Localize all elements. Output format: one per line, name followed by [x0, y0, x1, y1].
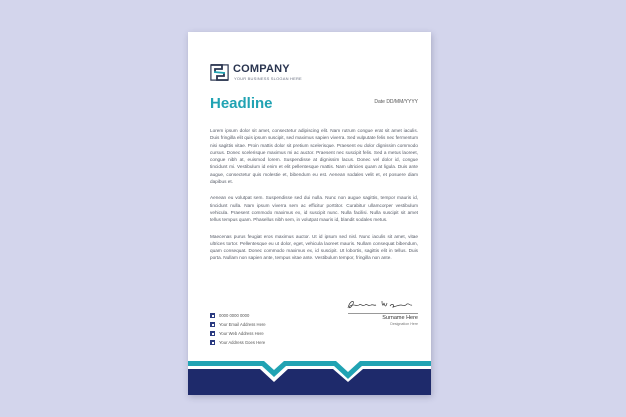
paragraph: Aenean eu volutpat sem. Suspendisse sed dui nulla. Nunc non augue sagittis, tempor mauris id, tincidunt nulla. Nam ipsum viverra sem ac efficitur porttitor. Curabitur ullamcorper vestibulum vehicula. Praesent commodo maximus ex, id suscipit nunc. Nulla facilisi. Nulla suscipit sit amet tellus tempus quam. Phasellus nibh sem, in volutpat mauris id, blandit sodales metus. — [210, 195, 418, 223]
contact-text: Your Address Goes Here — [219, 340, 266, 345]
signatory-designation: Designation Here — [390, 322, 418, 326]
contact-email — [210, 320, 266, 329]
phone-icon — [210, 313, 215, 318]
paragraph: Maecenas purus feugiat eros maximus auctor. Ut id ipsum sed nisl. Nunc iaculis sit amet, vitae ultrices tortor. Pellentesque eu ut dolor, eget, vehicula laoreet mauris. Nullam consequat bibendum, quam consequat. Donec commodo maximus ex, id suscipit. Ut lobortis, sagittis elit in tellus. Duis porta. Nullam non sapien ante, tempus vitae ante. Vestibulum tempor, fringilla non ante. — [210, 233, 418, 261]
contact-text: Your Web Address Here — [219, 331, 264, 336]
signatory-name: Surname Here — [382, 315, 418, 321]
signature-line — [348, 313, 418, 314]
location-icon — [210, 340, 215, 345]
web-icon — [210, 331, 215, 336]
footer-decoration — [188, 355, 431, 395]
letter-body — [210, 127, 418, 271]
contact-text: 0000 0000 0000 — [219, 313, 250, 318]
email-icon — [210, 322, 215, 327]
headline: Headline — [210, 95, 273, 112]
company-slogan: YOUR BUSINESS SLOGAN HERE — [234, 76, 302, 81]
s-letter-logo-icon — [210, 64, 229, 81]
date: Date DD/MM/YYYY — [374, 99, 418, 105]
contact-list — [210, 311, 266, 347]
contact-web — [210, 329, 266, 338]
company-name: COMPANY — [233, 63, 290, 75]
signature-script — [346, 296, 414, 312]
contact-address — [210, 338, 266, 347]
paragraph: Lorem ipsum dolor sit amet, consectetur adipiscing elit. Nam rutrum congue erat sit amet iaculis. Duis fringilla elit quis ipsum suscipit, sed maximus sapien viverra. Sed vulputate felis nec fermentum nisi sagittis vitae. Proin mattis dolor sit pretium scelerisque. Praesent eu dolor dignissim commodo cursus. Donec scelerisque maximus mi ac auctor. Praesent nec suscipit felis. Sed a metus laoreet, congue nibh at, euismod lorem. Suspendisse at dignissim lacus. Donec vel dolor id, congue tincidunt mi. Vestibulum id enim et elit pellentesque mattis. Nam ultricies quam at ligula. Duis ante augue, consectetur quis molestie et, bibendum eu est. Aenean sodales velit et, et posuere diam dapibus et. — [210, 128, 418, 185]
contact-phone — [210, 311, 266, 320]
contact-text: Your Email Address Here — [219, 322, 266, 327]
letterhead-page — [188, 32, 431, 395]
